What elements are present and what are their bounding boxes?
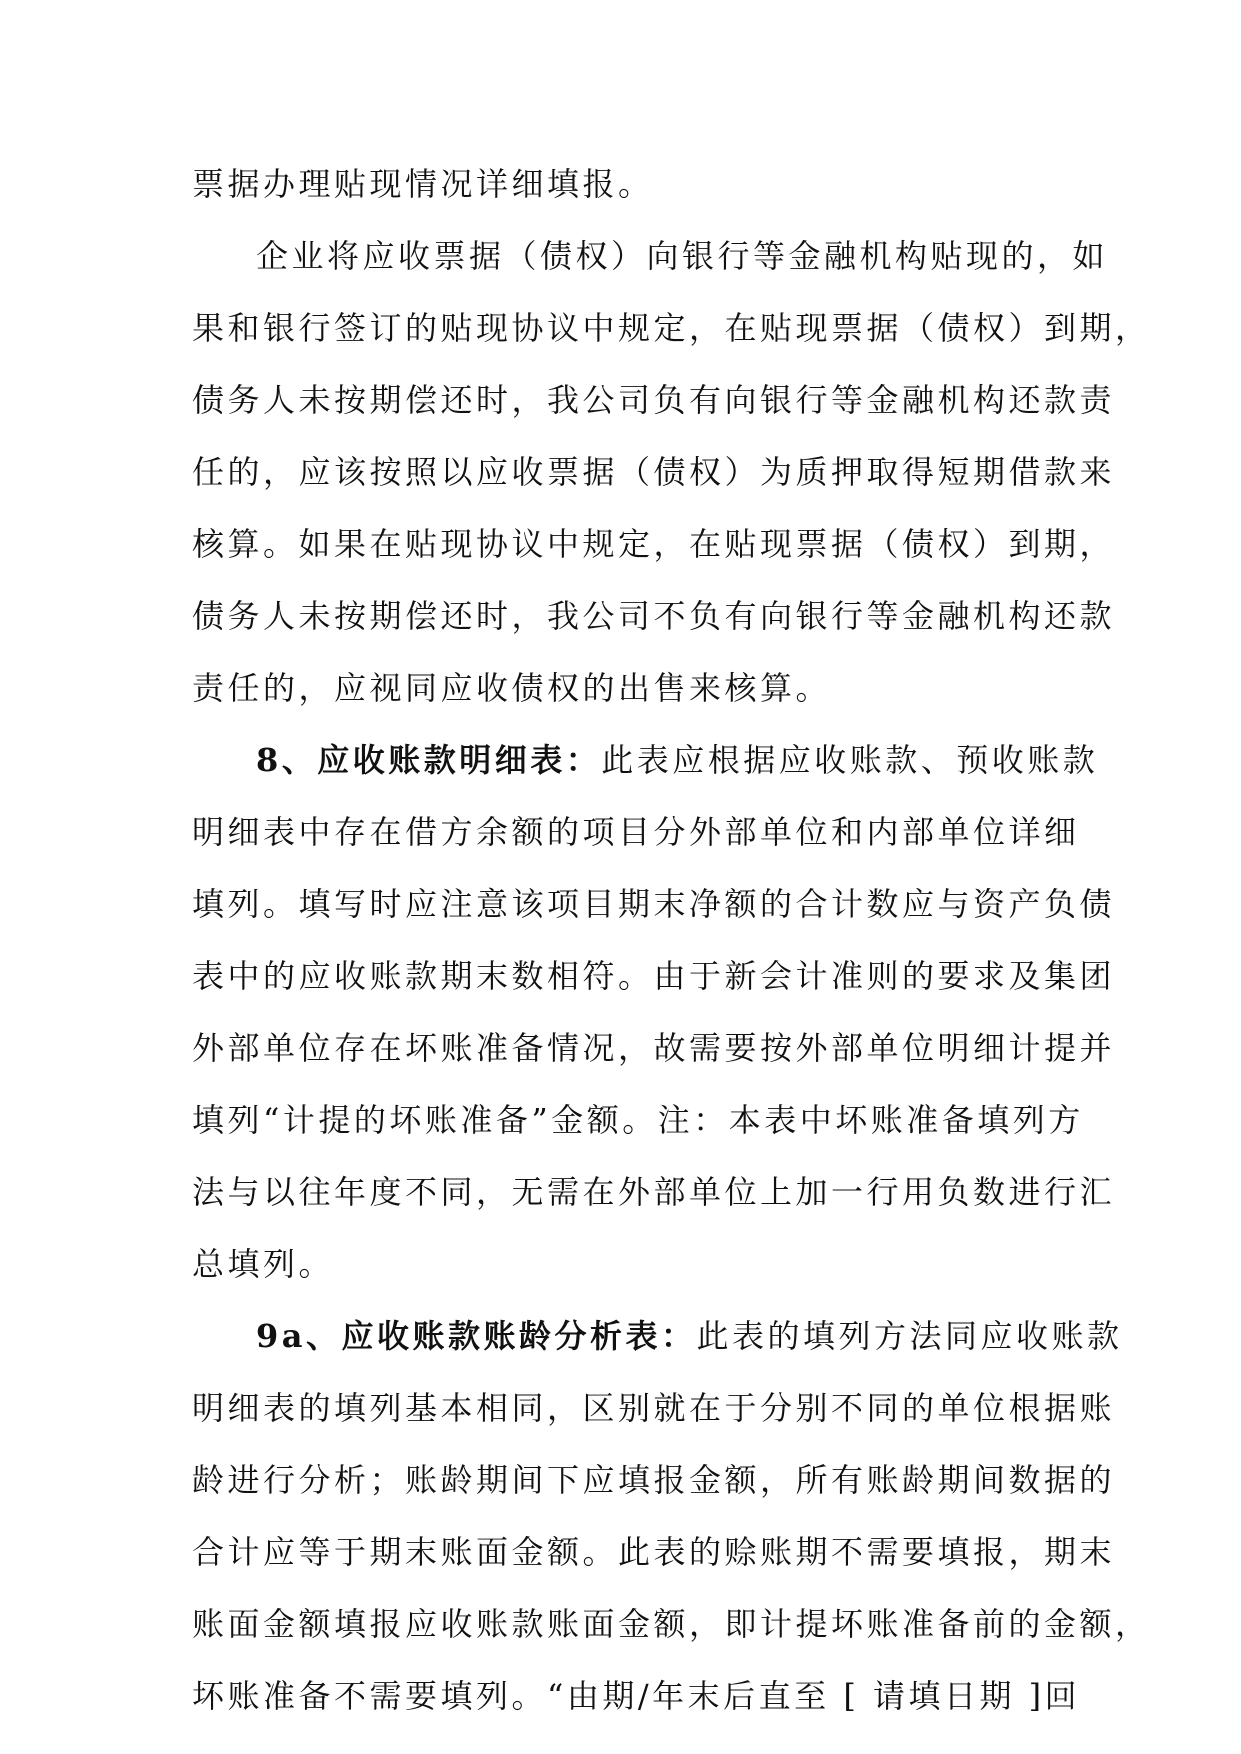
text-line: 总填列。 (192, 1245, 335, 1283)
text-span: 此表的填列方法同应收账款 (696, 1317, 1123, 1355)
text-line: 债务人未按期偿还时，我公司不负有向银行等金融机构还款 (192, 597, 1116, 635)
text-line: 填列。填写时应注意该项目期末净额的合计数应与资产负债 (192, 885, 1116, 923)
text-line (192, 730, 1099, 802)
text-line: 填列“计提的坏账准备”金额。注：本表中坏账准备填列方 (192, 1101, 1084, 1139)
document-body (192, 154, 1151, 1738)
paragraph-aging-analysis (192, 1306, 1151, 1738)
text-line: 企业将应收票据（债权）向银行等金融机构贴现的，如 (256, 237, 1109, 275)
text-line: 果和银行签订的贴现协议中规定，在贴现票据（债权）到期， (192, 309, 1151, 347)
text-line (192, 1306, 1123, 1378)
section-heading: 8、应收账款明细表： (256, 741, 602, 779)
text-line: 合计应等于期末账面金额。此表的赊账期不需要填报，期末 (192, 1533, 1116, 1571)
text-line: 外部单位存在坏账准备情况，故需要按外部单位明细计提并 (192, 1029, 1116, 1067)
text-line: 债务人未按期偿还时，我公司负有向银行等金融机构还款责 (192, 381, 1116, 419)
text-line: 任的，应该按照以应收票据（债权）为质押取得短期借款来 (192, 453, 1116, 491)
text-line: 龄进行分析；账龄期间下应填报金额，所有账龄期间数据的 (192, 1461, 1116, 1499)
text-line: 核算。如果在贴现协议中规定，在贴现票据（债权）到期， (192, 525, 1116, 563)
text-line: 表中的应收账款期末数相符。由于新会计准则的要求及集团 (192, 957, 1116, 995)
paragraph-discount-intro (192, 154, 1050, 226)
text-line: 责任的，应视同应收债权的出售来核算。 (192, 669, 832, 707)
text-line: 明细表中存在借方余额的项目分外部单位和内部单位详细 (192, 813, 1080, 851)
paragraph-receivables-detail (192, 730, 1116, 1306)
text-line: 票据办理贴现情况详细填报。 (192, 165, 654, 203)
section-heading: 9a、应收账款账龄分析表： (256, 1317, 697, 1355)
text-line: 明细表的填列基本相同，区别就在于分别不同的单位根据账 (192, 1389, 1116, 1427)
text-line: 法与以往年度不同，无需在外部单位上加一行用负数进行汇 (192, 1173, 1116, 1211)
paragraph-discount-accounting (192, 226, 1151, 730)
text-line: 坏账准备不需要填列。“由期/年末后直至 [ 请填日期 ]回 (192, 1677, 1081, 1715)
text-line: 账面金额填报应收账款账面金额，即计提坏账准备前的金额， (192, 1605, 1151, 1643)
text-span: 此表应根据应收账款、预收账款 (601, 741, 1099, 779)
